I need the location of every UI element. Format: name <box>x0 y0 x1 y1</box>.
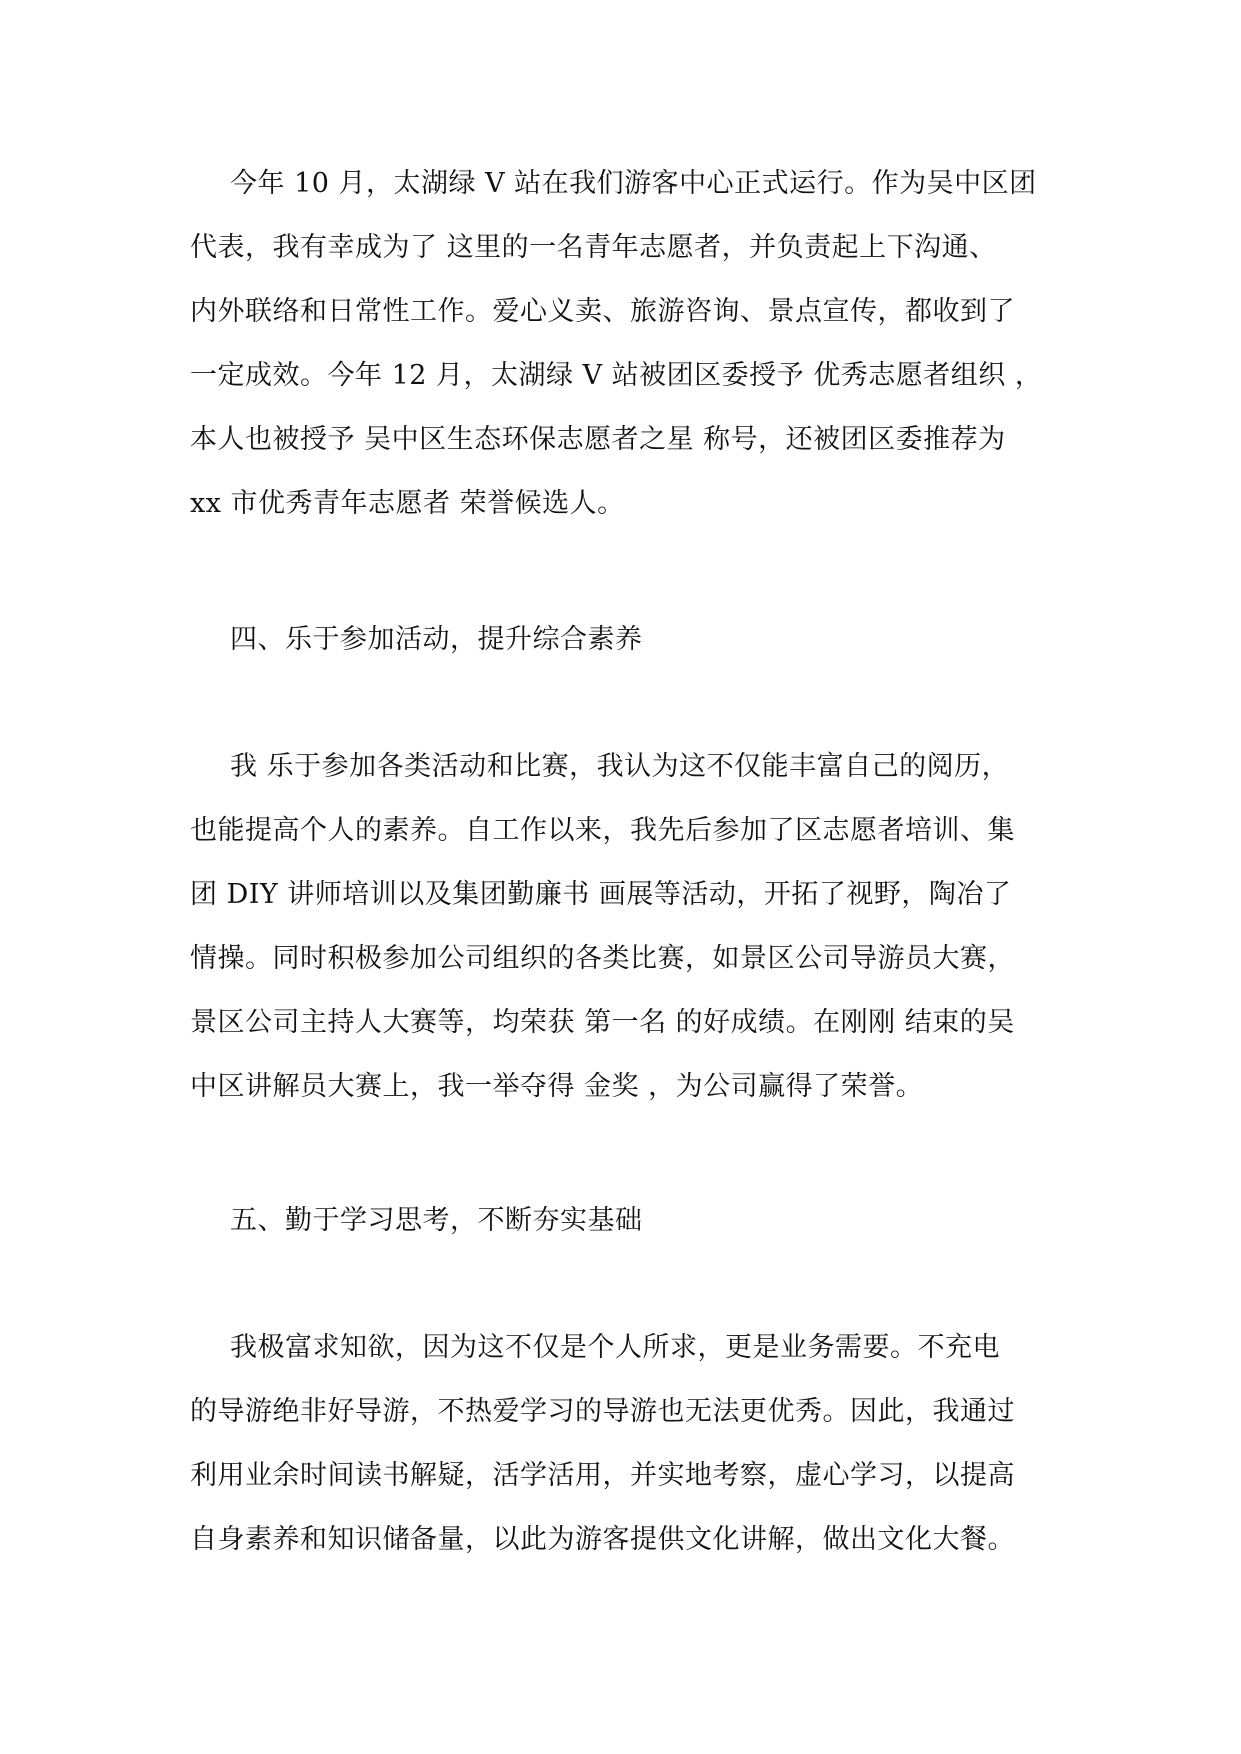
paragraph-learning <box>190 1316 1070 1572</box>
paragraph-line: xx 市优秀青年志愿者 荣誉候选人。 <box>190 488 625 519</box>
paragraph-line: 我 乐于参加各类活动和比赛，我认为这不仅能丰富自己的阅历， <box>230 751 1010 782</box>
paragraph-activities <box>190 735 1070 1119</box>
paragraph-line: 团 DIY 讲师培训以及集团勤廉书 画展等活动，开拓了视野，陶冶了 <box>190 879 1012 910</box>
paragraph-line: 代表，我有幸成为了 这里的一名青年志愿者，并负责起上下沟通、 <box>190 232 997 263</box>
paragraph-line: 也能提高个人的素养。自工作以来，我先后参加了区志愿者培训、集 <box>190 815 1015 846</box>
paragraph-line: 中区讲解员大赛上，我一举夺得 金奖 ，为公司赢得了荣誉。 <box>190 1071 924 1102</box>
paragraph-line: 一定成效。今年 12 月，太湖绿 V 站被团区委授予 优秀志愿者组织 ， <box>190 360 1043 391</box>
paragraph-line: 景区公司主持人大赛等，均荣获 第一名 的好成绩。在刚刚 结束的吴 <box>190 1007 1015 1038</box>
section-heading-5 <box>190 1189 1070 1253</box>
section-heading-4 <box>190 608 1070 672</box>
paragraph-line: 情操。同时积极参加公司组织的各类比赛，如景区公司导游员大赛， <box>190 943 1015 974</box>
paragraph-line: 本人也被授予 吴中区生态环保志愿者之星 称号，还被团区委推荐为 <box>190 424 1006 455</box>
paragraph-line: 的导游绝非好导游，不热爱学习的导游也无法更优秀。因此，我通过 <box>190 1396 1015 1427</box>
paragraph-line: 自身素养和知识储备量，以此为游客提供文化讲解，做出文化大餐。 <box>190 1524 1015 1555</box>
paragraph-line: 利用业余时间读书解疑，活学活用，并实地考察，虚心学习，以提高 <box>190 1460 1015 1491</box>
section-heading: 四、乐于参加活动，提升综合素养 <box>230 624 643 655</box>
paragraph-line: 内外联络和日常性工作。爱心义卖、旅游咨询、景点宣传，都收到了 <box>190 296 1015 327</box>
paragraph-volunteer <box>190 152 1070 536</box>
paragraph-line: 我极富求知欲，因为这不仅是个人所求，更是业务需要。不充电 <box>230 1332 1000 1363</box>
paragraph-line: 今年 10 月，太湖绿 V 站在我们游客中心正式运行。作为吴中区团 <box>230 168 1037 199</box>
section-heading: 五、勤于学习思考，不断夯实基础 <box>230 1205 643 1236</box>
